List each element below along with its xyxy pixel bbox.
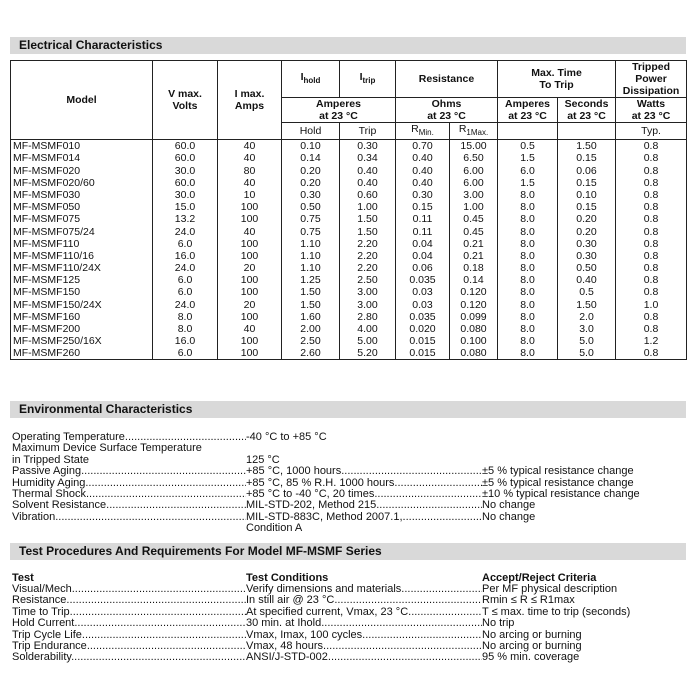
test-name-item: Time to Trip ..... bbox=[12, 607, 246, 618]
value-cell: 0.40 bbox=[396, 152, 450, 164]
table-row bbox=[11, 262, 687, 274]
environmental-result-item bbox=[482, 523, 692, 534]
value-cell: 0.30 bbox=[558, 238, 616, 250]
electrical-characteristics-table bbox=[10, 60, 687, 360]
model-cell: MF-MSMF020/60 bbox=[11, 177, 153, 189]
table-row bbox=[11, 140, 687, 153]
value-cell: 0.30 bbox=[340, 140, 396, 153]
value-cell: 8.0 bbox=[153, 323, 218, 335]
value-cell: 0.015 bbox=[396, 347, 450, 360]
value-cell: 0.5 bbox=[558, 286, 616, 298]
table-row bbox=[11, 347, 687, 360]
value-cell: 60.0 bbox=[153, 140, 218, 153]
value-cell: 0.45 bbox=[450, 213, 498, 225]
value-cell: 8.0 bbox=[153, 311, 218, 323]
test-condition-item: Vmax, 48 hours ..... bbox=[246, 641, 482, 652]
value-cell: 20 bbox=[218, 299, 282, 311]
value-cell: 1.25 bbox=[282, 274, 340, 286]
value-cell: 8.0 bbox=[498, 335, 558, 347]
value-cell: 10 bbox=[218, 189, 282, 201]
value-cell: 0.14 bbox=[450, 274, 498, 286]
table-row bbox=[11, 311, 687, 323]
test-criteria-item: No arcing or burning bbox=[482, 629, 582, 641]
test-condition-item: ANSI/J-STD-002 ..... bbox=[246, 652, 482, 663]
test-conditions-column-header: Test Conditions bbox=[246, 572, 329, 584]
value-cell: 1.10 bbox=[282, 250, 340, 262]
value-cell: 0.15 bbox=[558, 177, 616, 189]
value-cell: 0.04 bbox=[396, 238, 450, 250]
subheader-blank-sec bbox=[558, 123, 616, 140]
test-condition-item: Verify dimensions and materials ..... bbox=[246, 584, 482, 595]
environmental-result-list bbox=[482, 432, 692, 535]
value-cell: 8.0 bbox=[498, 238, 558, 250]
value-cell: 6.0 bbox=[153, 274, 218, 286]
value-cell: 0.15 bbox=[396, 201, 450, 213]
model-cell: MF-MSMF160 bbox=[11, 311, 153, 323]
value-cell: 1.2 bbox=[616, 335, 687, 347]
table-row bbox=[11, 274, 687, 286]
value-cell: 0.30 bbox=[282, 189, 340, 201]
environmental-test-item: Passive Aging ..... bbox=[12, 466, 246, 477]
value-cell: 0.40 bbox=[340, 177, 396, 189]
value-cell: 40 bbox=[218, 225, 282, 237]
value-cell: 0.03 bbox=[396, 286, 450, 298]
table-row bbox=[11, 164, 687, 176]
environmental-test-item: Solvent Resistance ..... bbox=[12, 500, 246, 511]
test-criteria-item: 95 % min. coverage bbox=[482, 652, 580, 664]
environmental-test-item: Vibration ..... bbox=[12, 512, 246, 523]
value-cell: 1.10 bbox=[282, 238, 340, 250]
value-cell: 0.40 bbox=[340, 164, 396, 176]
value-cell: 0.06 bbox=[396, 262, 450, 274]
value-cell: 8.0 bbox=[498, 311, 558, 323]
value-cell: 3.00 bbox=[450, 189, 498, 201]
model-cell: MF-MSMF250/16X bbox=[11, 335, 153, 347]
value-cell: 0.04 bbox=[396, 250, 450, 262]
test-name-item: Resistance ..... bbox=[12, 595, 246, 606]
value-cell: 0.70 bbox=[396, 140, 450, 153]
value-cell: 8.0 bbox=[498, 201, 558, 213]
environmental-condition-list bbox=[246, 432, 482, 535]
value-cell: 6.0 bbox=[153, 347, 218, 360]
value-cell: 2.50 bbox=[282, 335, 340, 347]
environmental-test-item: Operating Temperature ..... bbox=[12, 432, 246, 443]
model-cell: MF-MSMF075/24 bbox=[11, 225, 153, 237]
model-cell: MF-MSMF010 bbox=[11, 140, 153, 153]
test-name-item: Visual/Mech. ..... bbox=[12, 584, 246, 595]
environmental-condition-item: MIL-STD-202, Method 215 ..... bbox=[246, 500, 482, 511]
header-seconds: Seconds at 23 °C bbox=[558, 98, 616, 123]
value-cell: 1.0 bbox=[616, 299, 687, 311]
value-cell: 2.0 bbox=[558, 311, 616, 323]
value-cell: 0.50 bbox=[558, 262, 616, 274]
value-cell: 100 bbox=[218, 213, 282, 225]
header-resistance: Resistance bbox=[396, 61, 498, 98]
value-cell: 3.0 bbox=[558, 323, 616, 335]
header-max-time: Max. Time To Trip bbox=[498, 61, 616, 98]
criteria-column-header: Accept/Reject Criteria bbox=[482, 572, 597, 584]
subheader-rmin: $R_{Min.}$ bbox=[396, 123, 450, 140]
value-cell: 0.75 bbox=[282, 213, 340, 225]
value-cell: 0.8 bbox=[616, 347, 687, 360]
value-cell: 60.0 bbox=[153, 152, 218, 164]
value-cell: 100 bbox=[218, 335, 282, 347]
value-cell: 2.20 bbox=[340, 238, 396, 250]
value-cell: 0.8 bbox=[616, 177, 687, 189]
value-cell: 60.0 bbox=[153, 177, 218, 189]
value-cell: 0.34 bbox=[340, 152, 396, 164]
value-cell: 24.0 bbox=[153, 299, 218, 311]
value-cell: 40 bbox=[218, 152, 282, 164]
value-cell: 100 bbox=[218, 286, 282, 298]
environmental-result-item: ±10 % typical resistance change bbox=[482, 488, 640, 500]
subheader-r1max: $R_{1Max.}$ bbox=[450, 123, 498, 140]
value-cell: 0.03 bbox=[396, 299, 450, 311]
environmental-condition-item: 125 °C bbox=[246, 454, 280, 466]
value-cell: 0.8 bbox=[616, 238, 687, 250]
value-cell: 0.30 bbox=[396, 189, 450, 201]
value-cell: 0.8 bbox=[616, 311, 687, 323]
value-cell: 5.20 bbox=[340, 347, 396, 360]
value-cell: 20 bbox=[218, 262, 282, 274]
header-tripped-power: Tripped Power Dissipation bbox=[616, 61, 687, 98]
value-cell: 100 bbox=[218, 274, 282, 286]
value-cell: 4.00 bbox=[340, 323, 396, 335]
value-cell: 0.40 bbox=[558, 274, 616, 286]
value-cell: 6.50 bbox=[450, 152, 498, 164]
environmental-condition-item: MIL-STD-883C, Method 2007.1, ..... bbox=[246, 512, 482, 523]
value-cell: 3.00 bbox=[340, 299, 396, 311]
value-cell: 0.8 bbox=[616, 189, 687, 201]
value-cell: 0.8 bbox=[616, 140, 687, 153]
test-criteria-list bbox=[482, 584, 697, 664]
value-cell: 8.0 bbox=[498, 323, 558, 335]
value-cell: 2.20 bbox=[340, 250, 396, 262]
value-cell: 0.14 bbox=[282, 152, 340, 164]
value-cell: 8.0 bbox=[498, 213, 558, 225]
value-cell: 8.0 bbox=[498, 299, 558, 311]
value-cell: 8.0 bbox=[498, 262, 558, 274]
value-cell: 15.00 bbox=[450, 140, 498, 153]
header-vmax: V max. Volts bbox=[153, 61, 218, 140]
value-cell: 0.8 bbox=[616, 250, 687, 262]
environmental-section-title: Environmental Characteristics bbox=[10, 401, 686, 418]
value-cell: 0.5 bbox=[498, 140, 558, 153]
value-cell: 1.50 bbox=[558, 140, 616, 153]
model-cell: MF-MSMF030 bbox=[11, 189, 153, 201]
value-cell: 40 bbox=[218, 177, 282, 189]
value-cell: 1.5 bbox=[498, 152, 558, 164]
value-cell: 8.0 bbox=[498, 250, 558, 262]
table-row bbox=[11, 335, 687, 347]
environmental-condition-item: +85 °C, 85 % R.H. 1000 hours ..... bbox=[246, 478, 482, 489]
value-cell: 5.0 bbox=[558, 347, 616, 360]
table-row bbox=[11, 213, 687, 225]
model-cell: MF-MSMF150/24X bbox=[11, 299, 153, 311]
value-cell: 0.75 bbox=[282, 225, 340, 237]
value-cell: 0.20 bbox=[282, 164, 340, 176]
value-cell: 0.60 bbox=[340, 189, 396, 201]
environmental-condition-item: +85 °C to -40 °C, 20 times ..... bbox=[246, 489, 482, 500]
model-cell: MF-MSMF200 bbox=[11, 323, 153, 335]
value-cell: 0.035 bbox=[396, 274, 450, 286]
value-cell: 6.0 bbox=[153, 286, 218, 298]
value-cell: 13.2 bbox=[153, 213, 218, 225]
subheader-hold: Hold bbox=[282, 123, 340, 140]
value-cell: 1.00 bbox=[340, 201, 396, 213]
value-cell: 1.50 bbox=[340, 225, 396, 237]
model-cell: MF-MSMF050 bbox=[11, 201, 153, 213]
value-cell: 0.100 bbox=[450, 335, 498, 347]
table-row bbox=[11, 286, 687, 298]
value-cell: 0.10 bbox=[558, 189, 616, 201]
value-cell: 0.20 bbox=[282, 177, 340, 189]
environmental-condition-item bbox=[246, 443, 482, 454]
test-condition-item: In still air @ 23 °C ..... bbox=[246, 595, 482, 606]
value-cell: 8.0 bbox=[498, 286, 558, 298]
value-cell: 0.020 bbox=[396, 323, 450, 335]
value-cell: 1.00 bbox=[450, 201, 498, 213]
value-cell: 15.0 bbox=[153, 201, 218, 213]
environmental-condition-item: -40 °C to +85 °C bbox=[246, 432, 327, 443]
table-row bbox=[11, 238, 687, 250]
model-cell: MF-MSMF110 bbox=[11, 238, 153, 250]
value-cell: 5.0 bbox=[558, 335, 616, 347]
model-cell: MF-MSMF260 bbox=[11, 347, 153, 360]
table-row bbox=[11, 225, 687, 237]
value-cell: 2.20 bbox=[340, 262, 396, 274]
value-cell: 40 bbox=[218, 140, 282, 153]
value-cell: 2.50 bbox=[340, 274, 396, 286]
value-cell: 0.11 bbox=[396, 225, 450, 237]
test-condition-list bbox=[246, 584, 482, 664]
value-cell: 0.8 bbox=[616, 152, 687, 164]
table-row bbox=[11, 250, 687, 262]
environmental-result-item: ±5 % typical resistance change bbox=[482, 466, 634, 478]
header-watts: Watts at 23 °C bbox=[616, 98, 687, 123]
test-criteria-item: Rmin ≤ R ≤ R1max bbox=[482, 595, 575, 607]
test-procedures-section-title: Test Procedures And Requirements For Model MF-MSMF Series bbox=[10, 543, 686, 560]
environmental-test-item: Humidity Aging ..... bbox=[12, 478, 246, 489]
table-row bbox=[11, 201, 687, 213]
value-cell: 0.8 bbox=[616, 274, 687, 286]
value-cell: 0.8 bbox=[616, 286, 687, 298]
value-cell: 2.00 bbox=[282, 323, 340, 335]
value-cell: 0.18 bbox=[450, 262, 498, 274]
environmental-test-item: Thermal Shock ..... bbox=[12, 489, 246, 500]
value-cell: 3.00 bbox=[340, 286, 396, 298]
electrical-table-body bbox=[11, 140, 687, 360]
test-condition-item: Vmax, Imax, 100 cycles ..... bbox=[246, 630, 482, 641]
value-cell: 30.0 bbox=[153, 189, 218, 201]
value-cell: 6.0 bbox=[153, 238, 218, 250]
header-amperes: Amperes at 23 °C bbox=[282, 98, 396, 123]
value-cell: 0.035 bbox=[396, 311, 450, 323]
value-cell: 0.8 bbox=[616, 201, 687, 213]
value-cell: 100 bbox=[218, 201, 282, 213]
value-cell: 0.080 bbox=[450, 347, 498, 360]
value-cell: 0.40 bbox=[396, 164, 450, 176]
value-cell: 16.0 bbox=[153, 335, 218, 347]
subheader-blank-amp bbox=[498, 123, 558, 140]
value-cell: 0.15 bbox=[558, 152, 616, 164]
value-cell: 0.120 bbox=[450, 286, 498, 298]
table-row bbox=[11, 323, 687, 335]
value-cell: 0.40 bbox=[396, 177, 450, 189]
value-cell: 5.00 bbox=[340, 335, 396, 347]
subheader-trip: Trip bbox=[340, 123, 396, 140]
value-cell: 30.0 bbox=[153, 164, 218, 176]
test-name-item: Solderability ..... bbox=[12, 652, 246, 663]
test-column-header: Test bbox=[12, 572, 34, 584]
environmental-result-item: No change bbox=[482, 500, 536, 512]
value-cell: 2.60 bbox=[282, 347, 340, 360]
value-cell: 1.10 bbox=[282, 262, 340, 274]
value-cell: 6.0 bbox=[498, 164, 558, 176]
value-cell: 0.8 bbox=[616, 225, 687, 237]
value-cell: 6.00 bbox=[450, 177, 498, 189]
value-cell: 8.0 bbox=[498, 347, 558, 360]
test-name-item: Trip Cycle Life ..... bbox=[12, 630, 246, 641]
electrical-section-title: Electrical Characteristics bbox=[10, 37, 686, 54]
value-cell: 24.0 bbox=[153, 225, 218, 237]
table-row bbox=[11, 299, 687, 311]
header-imax: I max. Amps bbox=[218, 61, 282, 140]
value-cell: 0.15 bbox=[558, 201, 616, 213]
value-cell: 8.0 bbox=[498, 225, 558, 237]
value-cell: 2.80 bbox=[340, 311, 396, 323]
environmental-test-item: Maximum Device Surface Temperature bbox=[12, 443, 202, 455]
value-cell: 0.10 bbox=[282, 140, 340, 153]
value-cell: 0.20 bbox=[558, 213, 616, 225]
value-cell: 1.5 bbox=[498, 177, 558, 189]
value-cell: 0.11 bbox=[396, 213, 450, 225]
model-cell: MF-MSMF014 bbox=[11, 152, 153, 164]
test-criteria-item: Per MF physical description bbox=[482, 584, 618, 595]
value-cell: 0.21 bbox=[450, 238, 498, 250]
value-cell: 0.21 bbox=[450, 250, 498, 262]
value-cell: 1.50 bbox=[282, 286, 340, 298]
environmental-result-item: No change bbox=[482, 511, 536, 523]
subheader-typ: Typ. bbox=[616, 123, 687, 140]
value-cell: 100 bbox=[218, 238, 282, 250]
value-cell: 1.50 bbox=[282, 299, 340, 311]
value-cell: 0.8 bbox=[616, 164, 687, 176]
header-itrip: $I_{trip}$ bbox=[340, 61, 396, 98]
value-cell: 100 bbox=[218, 250, 282, 262]
environmental-test-item bbox=[12, 523, 246, 534]
value-cell: 80 bbox=[218, 164, 282, 176]
table-row bbox=[11, 177, 687, 189]
value-cell: 100 bbox=[218, 347, 282, 360]
header-ohms: Ohms at 23 °C bbox=[396, 98, 498, 123]
value-cell: 1.60 bbox=[282, 311, 340, 323]
model-cell: MF-MSMF150 bbox=[11, 286, 153, 298]
environmental-test-item: in Tripped State bbox=[12, 454, 90, 466]
model-cell: MF-MSMF110/24X bbox=[11, 262, 153, 274]
environmental-test-list bbox=[12, 432, 246, 535]
value-cell: 1.50 bbox=[340, 213, 396, 225]
value-cell: 0.015 bbox=[396, 335, 450, 347]
model-cell: MF-MSMF125 bbox=[11, 274, 153, 286]
value-cell: 40 bbox=[218, 323, 282, 335]
value-cell: 0.30 bbox=[558, 250, 616, 262]
value-cell: 16.0 bbox=[153, 250, 218, 262]
test-condition-item: 30 min. at Ihold ..... bbox=[246, 618, 482, 629]
value-cell: 0.8 bbox=[616, 262, 687, 274]
model-cell: MF-MSMF075 bbox=[11, 213, 153, 225]
header-amperes-trip: Amperes at 23 °C bbox=[498, 98, 558, 123]
value-cell: 0.099 bbox=[450, 311, 498, 323]
value-cell: 0.50 bbox=[282, 201, 340, 213]
test-criteria-item: No trip bbox=[482, 618, 515, 630]
test-name-item: Hold Current ..... bbox=[12, 618, 246, 629]
header-ihold: $I_{hold}$ bbox=[282, 61, 340, 98]
environmental-result-item bbox=[482, 455, 692, 466]
value-cell: 6.00 bbox=[450, 164, 498, 176]
model-cell: MF-MSMF110/16 bbox=[11, 250, 153, 262]
header-model: Model bbox=[11, 61, 153, 140]
value-cell: 0.8 bbox=[616, 213, 687, 225]
environmental-result-item bbox=[482, 432, 692, 443]
value-cell: 24.0 bbox=[153, 262, 218, 274]
test-criteria-item: No arcing or burning bbox=[482, 640, 582, 652]
value-cell: 0.8 bbox=[616, 323, 687, 335]
environmental-condition-item: Condition A bbox=[246, 523, 303, 535]
value-cell: 100 bbox=[218, 311, 282, 323]
value-cell: 0.080 bbox=[450, 323, 498, 335]
model-cell: MF-MSMF020 bbox=[11, 164, 153, 176]
test-name-list bbox=[12, 584, 246, 664]
table-row bbox=[11, 152, 687, 164]
value-cell: 1.50 bbox=[558, 299, 616, 311]
test-name-item: Trip Endurance ..... bbox=[12, 641, 246, 652]
table-row bbox=[11, 189, 687, 201]
value-cell: 8.0 bbox=[498, 274, 558, 286]
value-cell: 0.06 bbox=[558, 164, 616, 176]
value-cell: 0.20 bbox=[558, 225, 616, 237]
value-cell: 8.0 bbox=[498, 189, 558, 201]
environmental-result-item bbox=[482, 443, 692, 454]
environmental-condition-item: +85 °C, 1000 hours ..... bbox=[246, 466, 482, 477]
environmental-result-item: ±5 % typical resistance change bbox=[482, 477, 634, 489]
value-cell: 0.45 bbox=[450, 225, 498, 237]
test-condition-item: At specified current, Vmax, 23 °C ..... bbox=[246, 607, 482, 618]
value-cell: 0.120 bbox=[450, 299, 498, 311]
test-criteria-item: T ≤ max. time to trip (seconds) bbox=[482, 606, 631, 618]
